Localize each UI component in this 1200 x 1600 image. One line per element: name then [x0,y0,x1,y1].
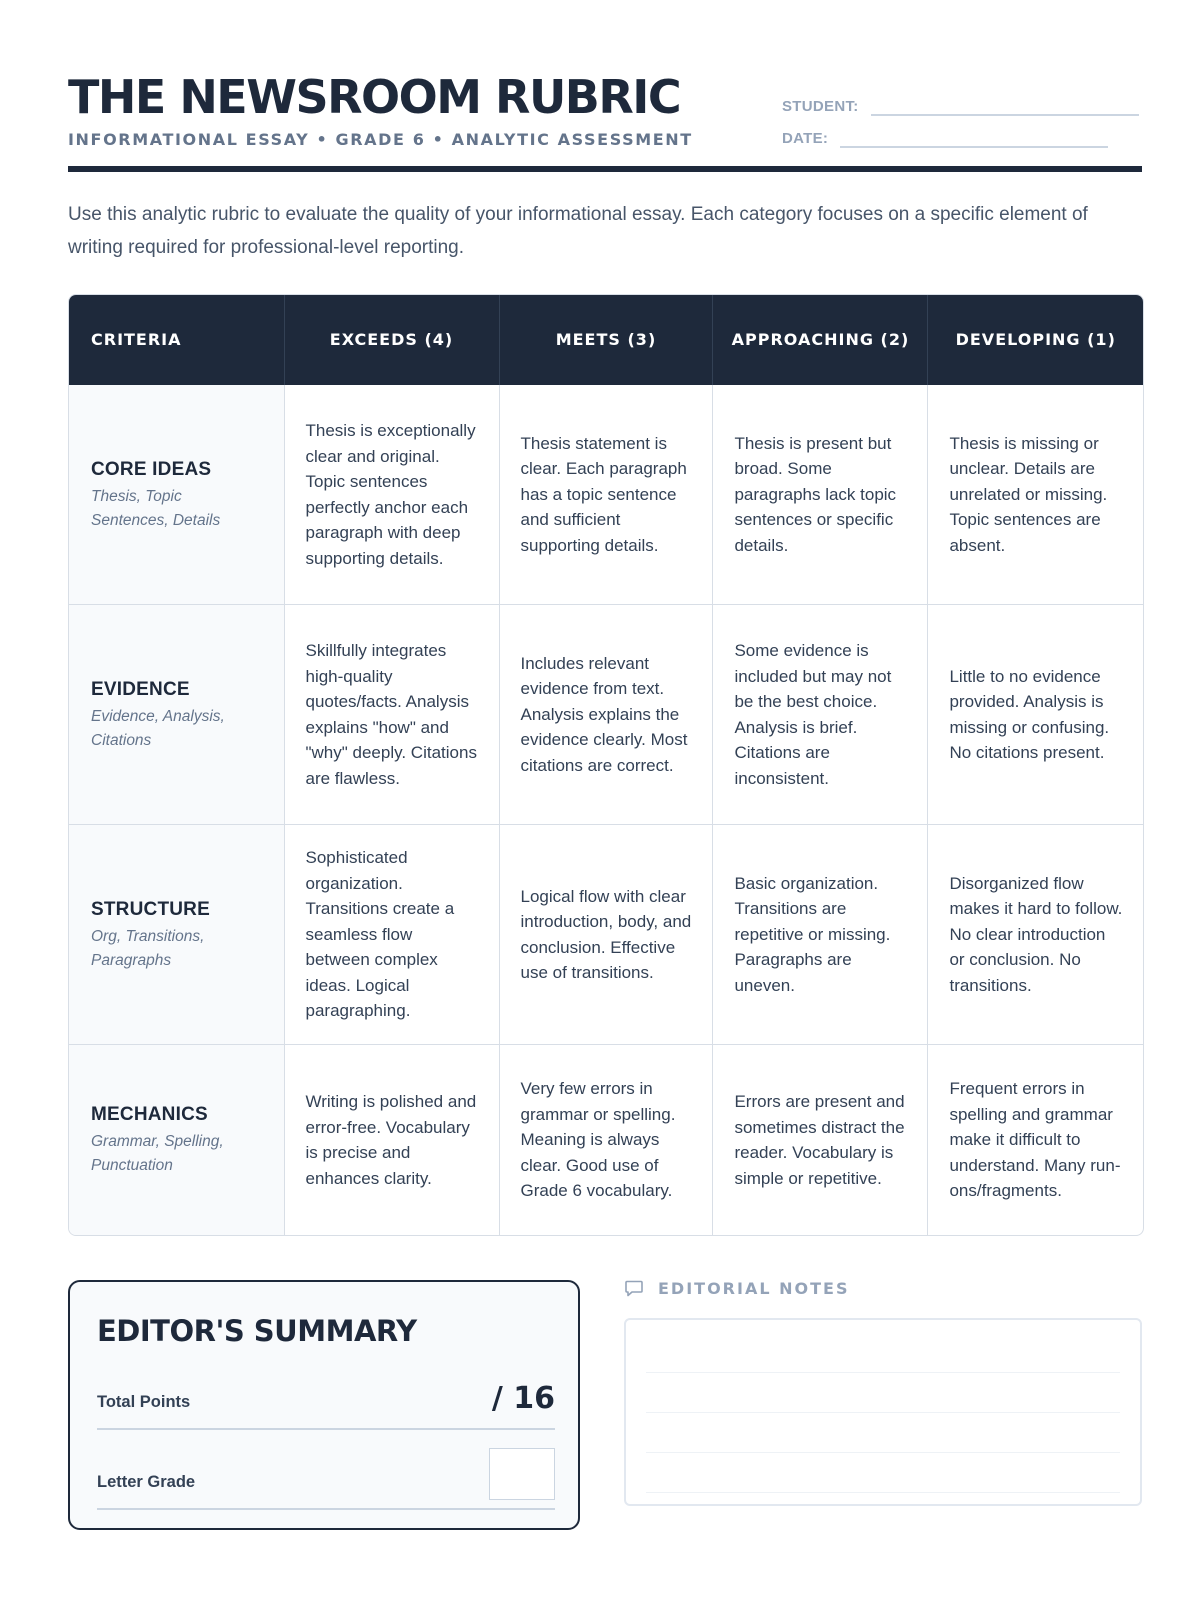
criteria-name: STRUCTURE [91,898,210,920]
exceeds-cell: Sophisticated organization. Transitions create a seamless flow between complex ideas. Logical paragraphing. [284,825,499,1045]
page-title: THE NEWSROOM RUBRIC [68,70,681,124]
meets-cell: Logical flow with clear introduction, body, and conclusion. Effective use of transitions. [499,825,713,1045]
criteria-subtitle: Org, Transitions, Paragraphs [91,927,205,969]
column-header-meets: MEETS (3) [499,295,713,385]
criteria-name: MECHANICS [91,1104,208,1125]
criteria-cell [69,1045,284,1236]
column-header-exceeds: EXCEEDS (4) [284,295,499,385]
table-row [69,1045,1143,1236]
date-label: DATE: [782,130,829,147]
criteria-cell [69,385,284,605]
column-header-approaching: APPROACHING (2) [713,295,928,385]
developing-cell: Frequent errors in spelling and grammar make it difficult to understand. Many run-ons/fragments. [928,1045,1143,1236]
rubric-table [69,295,1143,1235]
notes-area[interactable] [624,1318,1142,1506]
student-line[interactable] [871,96,1139,116]
notes-line [646,1452,1120,1453]
criteria-subtitle: Thesis, Topic Sentences, Details [91,487,221,529]
criteria-subtitle: Grammar, Spelling, Punctuation [91,1133,224,1174]
criteria-cell [69,605,284,825]
rubric-table-wrapper [68,294,1144,1236]
student-field [782,96,1142,116]
editors-summary-box [68,1280,580,1530]
notes-label: EDITORIAL NOTES [658,1278,850,1298]
date-field [782,128,1142,148]
total-points-value: / 16 [491,1381,555,1416]
approaching-cell: Thesis is present but broad. Some paragraphs lack topic sentences or specific details. [713,385,928,605]
letter-grade-box[interactable] [489,1448,555,1500]
meets-cell: Thesis statement is clear. Each paragraph has a topic sentence and sufficient supporting details. [499,385,713,605]
criteria-cell [69,825,284,1045]
header [68,0,1142,172]
column-header-developing: DEVELOPING (1) [928,295,1143,385]
letter-grade-row [97,1448,555,1510]
exceeds-cell: Writing is polished and error-free. Vocabulary is precise and enhances clarity. [284,1045,499,1236]
letter-grade-label: Letter Grade [97,1473,196,1491]
approaching-cell: Some evidence is included but may not be the best choice. Analysis is brief. Citations are inconsistent. [713,605,928,825]
date-line[interactable] [840,128,1108,148]
table-row [69,825,1143,1045]
total-points-row [97,1368,555,1430]
criteria-name: EVIDENCE [91,678,190,700]
notes-line [646,1492,1120,1493]
criteria-subtitle: Evidence, Analysis, Citations [91,707,225,749]
notes-line [646,1372,1120,1373]
approaching-cell: Basic organization. Transitions are repetitive or missing. Paragraphs are uneven. [713,825,928,1045]
notes-line [646,1412,1120,1413]
approaching-cell: Errors are present and sometimes distract the reader. Vocabulary is simple or repetitive. [713,1045,928,1236]
criteria-name: CORE IDEAS [91,458,212,480]
intro-text: Use this analytic rubric to evaluate the quality of your informational essay. Each category focuses on a specific element of writing required for professional-level reporting. [68,204,1088,258]
exceeds-cell: Skillfully integrates high-quality quotes/facts. Analysis explains "how" and "why" deeply. Citations are flawless. [284,605,499,825]
exceeds-cell: Thesis is exceptionally clear and original. Topic sentences perfectly anchor each paragraph with deep supporting details. [284,385,499,605]
meets-cell: Includes relevant evidence from text. Analysis explains the evidence clearly. Most citations are correct. [499,605,713,825]
notes-header [624,1278,849,1298]
total-points-label: Total Points [97,1393,191,1411]
rubric-page [68,0,1142,1491]
developing-cell: Thesis is missing or unclear. Details are unrelated or missing. Topic sentences are absent. [949,433,1108,555]
table-row [69,605,1143,825]
table-row [69,385,1143,605]
page-subtitle: INFORMATIONAL ESSAY • GRADE 6 • ANALYTIC ASSESSMENT [68,130,693,149]
summary-title: EDITOR'S SUMMARY [97,1314,417,1348]
column-header-criteria: CRITERIA [69,295,284,385]
developing-cell: Disorganized flow makes it hard to follow. No clear introduction or conclusion. No transitions. [928,825,1143,1045]
student-label: STUDENT: [782,98,859,115]
developing-cell: Little to no evidence provided. Analysis is missing or confusing. No citations present. [928,605,1143,825]
header-divider [68,166,1142,172]
meets-cell: Very few errors in grammar or spelling. Meaning is always clear. Good use of Grade 6 vocabulary. [499,1045,713,1236]
table-header-row [69,295,1143,385]
comment-icon [624,1278,644,1298]
